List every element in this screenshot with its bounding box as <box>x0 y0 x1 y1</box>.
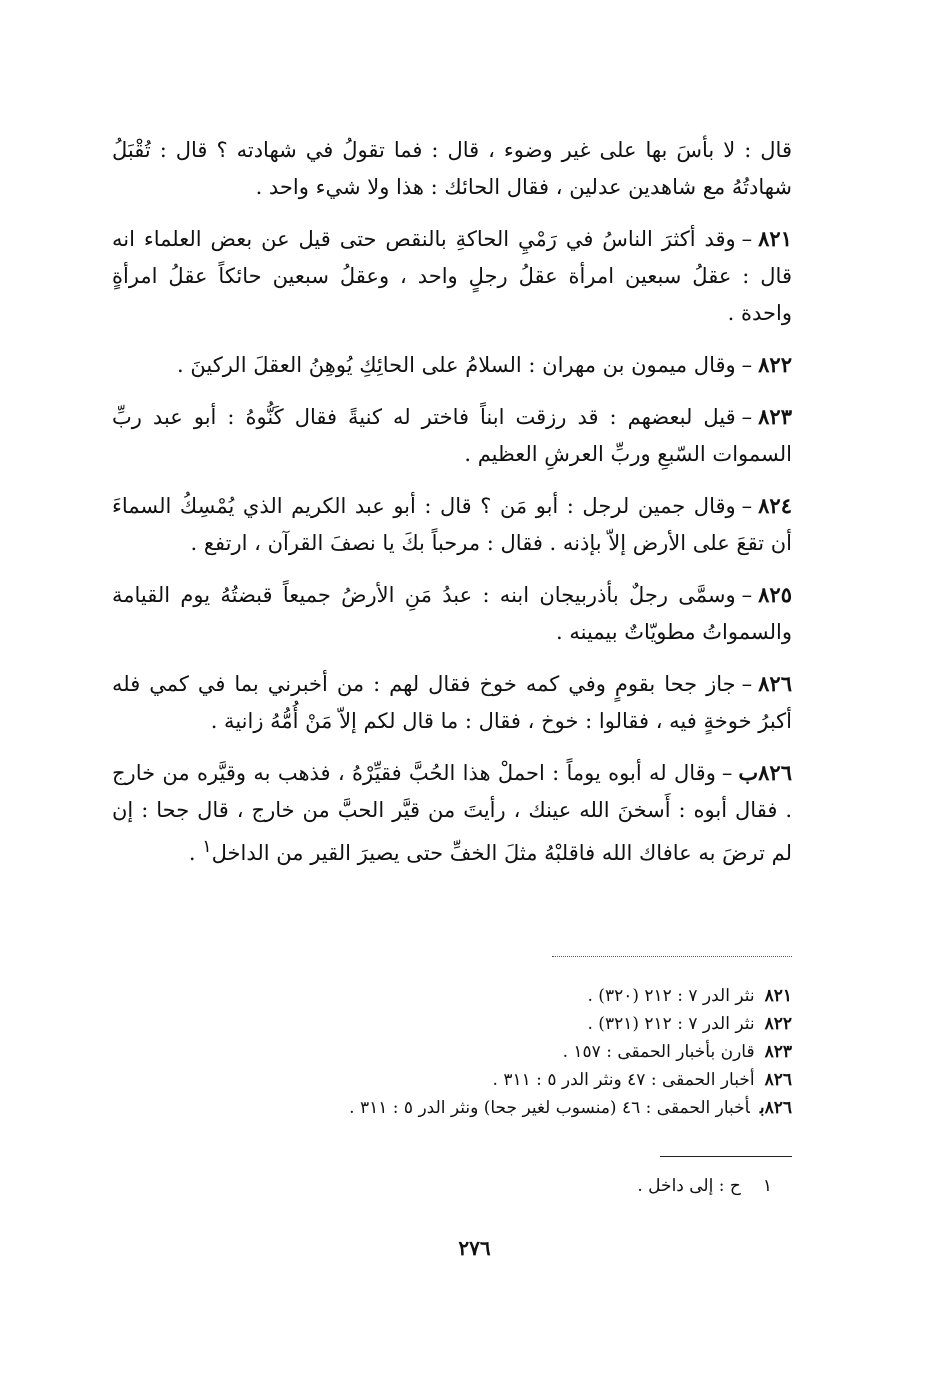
footnote-separator <box>552 956 792 957</box>
entry-number: ٨٢٤ <box>758 493 792 518</box>
footnote-number: ٨٢٢ <box>764 1014 792 1034</box>
entry-number: ٨٢٢ <box>758 352 792 377</box>
entry-number: ٨٢٦ب <box>738 760 792 785</box>
main-text <box>112 132 792 886</box>
entry-text: وقال ميمون بن مهران : السلامُ على الحائِكِ يُوهِنُ العقلَ الركينَ . <box>177 353 736 377</box>
entry-826b <box>112 754 792 872</box>
entry-dash: – <box>741 672 753 696</box>
entry-dash: – <box>721 761 733 785</box>
entry-text: وقال له أبوه يوماً : احملْ هذا الحُبَّ فقيِّرْهُ ، فذهب به وقيَّره من خارج . فقال أبوه : أَسخنَ الله عينك ، رأيتَ من قيَّر الحبَّ من خارج ، قال جحا : إن لم ترضَ به عافاك الله فاقلبْهُ مثلَ الخفِّ حتى يصيرَ القير من الداخل <box>112 761 792 865</box>
page-number: ٢٧٦ <box>458 1236 491 1260</box>
entry-dash: – <box>741 583 753 607</box>
entry-821 <box>112 220 792 332</box>
footnote-number: ٨٢٣ <box>764 1042 792 1062</box>
source-footnotes <box>112 982 792 1122</box>
footnote-text: نثر الدر ٧ : ٢١٢ (٣٢٠) . <box>587 986 755 1006</box>
entry-text: وسمَّى رجلٌ بأذربيجان ابنه : عبدُ مَنِ الأرضُ جميعاً قبضتُهُ يوم القيامة والسمواتُ مطويّاتٌ بيمينه . <box>112 583 792 644</box>
footnote-text: نثر الدر ٧ : ٢١٢ (٣٢١) . <box>587 1014 755 1034</box>
note-separator <box>660 1156 792 1157</box>
entry-text: وقد أكثرَ الناسُ في رَمْيِ الحاكةِ بالنقص حتى قيل عن بعض العلماء انه قال : عقلُ سبعين امرأة عقلُ رجلٍ واحد ، وعقلُ سبعين حائكاً عقلُ امرأةٍ واحدة . <box>112 227 792 325</box>
note-text: ح : إلى داخل . <box>637 1176 741 1196</box>
footnote-item <box>112 1010 792 1038</box>
footnote-number: ٨٢١ <box>764 986 792 1006</box>
entry-text: قيل لبعضهم : قد رزقت ابناً فاختر له كنيةً فقال كَنُّوهُ : أبو عبد ربِّ السموات السّبعِ وربِّ العرشِ العظيم . <box>112 405 792 466</box>
footnote-item <box>112 1066 792 1094</box>
footnote-marker: ١ <box>202 837 212 857</box>
footnote-text: أخبار الحمقى : ٤٦ (منسوب لغير جحا) ونثر الدر ٥ : ٣١١ . <box>349 1098 750 1118</box>
textual-note <box>112 1172 772 1200</box>
paragraph-text: قال : لا بأسَ بها على غير وضوء ، قال : فما تقولُ في شهادته ؟ قال : تُقْبَلُ شهادتُهُ مع شاهدين عدلين ، فقال الحائك : هذا ولا شيء واحد . <box>112 138 792 199</box>
footnote-text: قارن بأخبار الحمقى : ١٥٧ . <box>562 1042 755 1062</box>
footnote-item <box>112 982 792 1010</box>
entry-824 <box>112 487 792 562</box>
entry-number: ٨٢٦ <box>758 671 792 696</box>
entry-825 <box>112 576 792 651</box>
entry-number: ٨٢٣ <box>758 404 792 429</box>
entry-dash: – <box>741 494 753 518</box>
entry-tail: . <box>188 841 203 865</box>
footnote-number: ٨٢٦ <box>764 1070 792 1090</box>
entry-823 <box>112 398 792 473</box>
entry-dash: – <box>741 227 753 251</box>
paragraph-continuation <box>112 132 792 206</box>
entry-number: ٨٢٥ <box>758 582 792 607</box>
footnote-text: أخبار الحمقى : ٤٧ ونثر الدر ٥ : ٣١١ . <box>492 1070 755 1090</box>
entry-text: وقال جمين لرجل : أبو مَن ؟ قال : أبو عبد الكريم الذي يُمْسِكُ السماءَ أن تقعَ على الأرض إلاّ بإذنه . فقال : مرحباً بكَ يا نصفَ القرآن ، ارتفع . <box>112 494 792 555</box>
footnote-item <box>112 1038 792 1066</box>
entry-dash: – <box>741 353 753 377</box>
entry-dash: – <box>741 405 753 429</box>
note-number: ١ <box>762 1176 772 1196</box>
entry-822 <box>112 346 792 384</box>
entry-number: ٨٢١ <box>758 226 792 251</box>
footnote-item <box>112 1094 792 1122</box>
entry-text: جاز جحا بقومٍ وفي كمه خوخ فقال لهم : من أخبرني بما في كمي فله أكبرُ خوخةٍ فيه ، فقالوا : خوخ ، فقال : ما قال لكم إلاّ مَنْ أُمُّهُ زانية . <box>112 672 792 733</box>
entry-826 <box>112 665 792 740</box>
footnote-number: ٨٢٦ب <box>759 1098 792 1118</box>
